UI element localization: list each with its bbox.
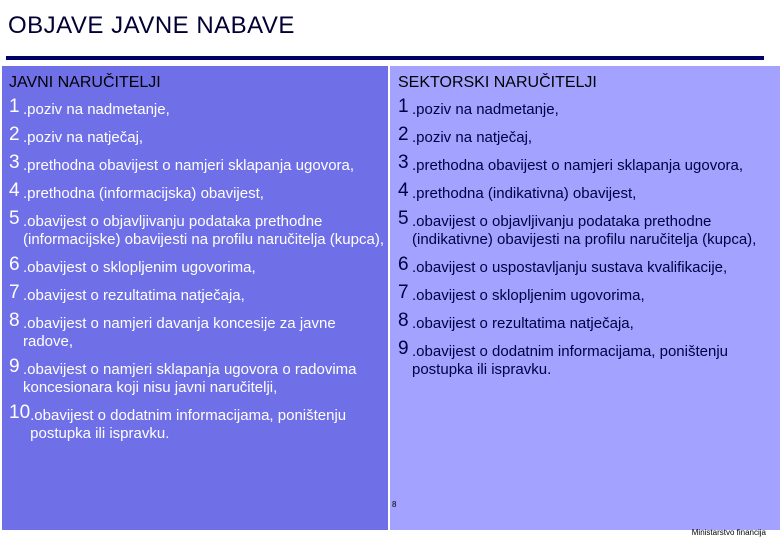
list-item — [9, 210, 384, 249]
list-item — [9, 312, 384, 351]
list-item-number: 9 — [9, 356, 20, 377]
sector-contractors-heading: SEKTORSKI NARUČITELJI — [398, 74, 597, 91]
footer-text: Ministarstvo financija — [691, 528, 766, 537]
list-item — [398, 256, 776, 277]
list-item-text: .poziv na natječaj, — [412, 129, 533, 146]
list-item — [398, 284, 776, 305]
page-number: 8 — [392, 500, 397, 509]
list-item — [9, 284, 384, 305]
list-item — [398, 182, 776, 203]
list-item-number: 3 — [398, 152, 409, 173]
list-item — [398, 126, 776, 147]
list-item-text: .prethodna obavijest o namjeri sklapanja ugovora, — [23, 157, 355, 174]
list-item — [398, 154, 776, 175]
list-item-number: 5 — [9, 208, 20, 229]
list-item-text: .obavijest o namjeri davanja koncesije za javne radove, — [23, 315, 336, 350]
list-item-text: .obavijest o uspostavljanju sustava kvalifikacije, — [412, 259, 728, 276]
sector-contractors-column — [398, 74, 776, 386]
list-item-number: 8 — [9, 310, 20, 331]
list-item — [9, 154, 384, 175]
public-contractors-list — [9, 98, 384, 443]
list-item-number: 7 — [9, 282, 20, 303]
list-item — [398, 340, 776, 379]
list-item-number: 1 — [9, 96, 20, 117]
public-contractors-heading: JAVNI NARUČITELJI — [9, 74, 161, 91]
list-item-text: .obavijest o rezultatima natječaja, — [412, 315, 634, 332]
list-item-text: .obavijest o objavljivanju podataka prethodne (indikativne) obavijesti na profilu naručitelja (kupca), — [412, 213, 757, 248]
list-item-number: 9 — [398, 338, 409, 359]
list-item-number: 8 — [398, 310, 409, 331]
list-item-number: 4 — [398, 180, 409, 201]
list-item-text: .prethodna (indikativna) obavijest, — [412, 185, 637, 202]
list-item-text: .obavijest o sklopljenim ugovorima, — [23, 259, 256, 276]
list-item-number: 10 — [9, 402, 31, 423]
list-item-text: .obavijest o dodatnim informacijama, poništenju postupka ili ispravku. — [30, 407, 347, 442]
list-item — [398, 210, 776, 249]
list-item — [9, 182, 384, 203]
list-item-text: .obavijest o objavljivanju podataka prethodne (informacijske) obavijesti na profilu naručitelja (kupca), — [23, 213, 384, 248]
list-item-number: 3 — [9, 152, 20, 173]
list-item-text: .obavijest o namjeri sklapanja ugovora o radovima koncesionara koji nisu javni naručitelji, — [23, 361, 357, 396]
list-item-number: 6 — [9, 254, 20, 275]
list-item — [9, 404, 384, 443]
list-item-number: 2 — [398, 124, 409, 145]
list-item — [9, 358, 384, 397]
list-item-number: 4 — [9, 180, 20, 201]
list-item-text: .poziv na nadmetanje, — [23, 101, 170, 118]
list-item — [9, 98, 384, 119]
list-item — [398, 312, 776, 333]
title-divider — [6, 56, 764, 60]
page-title: OBJAVE JAVNE NABAVE — [8, 12, 295, 39]
sector-contractors-list — [398, 98, 776, 379]
list-item-number: 1 — [398, 96, 409, 117]
list-item-number: 6 — [398, 254, 409, 275]
list-item-number: 5 — [398, 208, 409, 229]
list-item-text: .obavijest o dodatnim informacijama, poništenju postupka ili ispravku. — [412, 343, 729, 378]
list-item-number: 7 — [398, 282, 409, 303]
list-item — [398, 98, 776, 119]
list-item — [9, 126, 384, 147]
list-item — [9, 256, 384, 277]
list-item-text: .poziv na natječaj, — [23, 129, 144, 146]
public-contractors-column — [9, 74, 384, 450]
list-item-text: .prethodna obavijest o namjeri sklapanja ugovora, — [412, 157, 744, 174]
list-item-text: .poziv na nadmetanje, — [412, 101, 559, 118]
list-item-text: .obavijest o sklopljenim ugovorima, — [412, 287, 645, 304]
list-item-text: .prethodna (informacijska) obavijest, — [23, 185, 264, 202]
list-item-number: 2 — [9, 124, 20, 145]
list-item-text: .obavijest o rezultatima natječaja, — [23, 287, 245, 304]
